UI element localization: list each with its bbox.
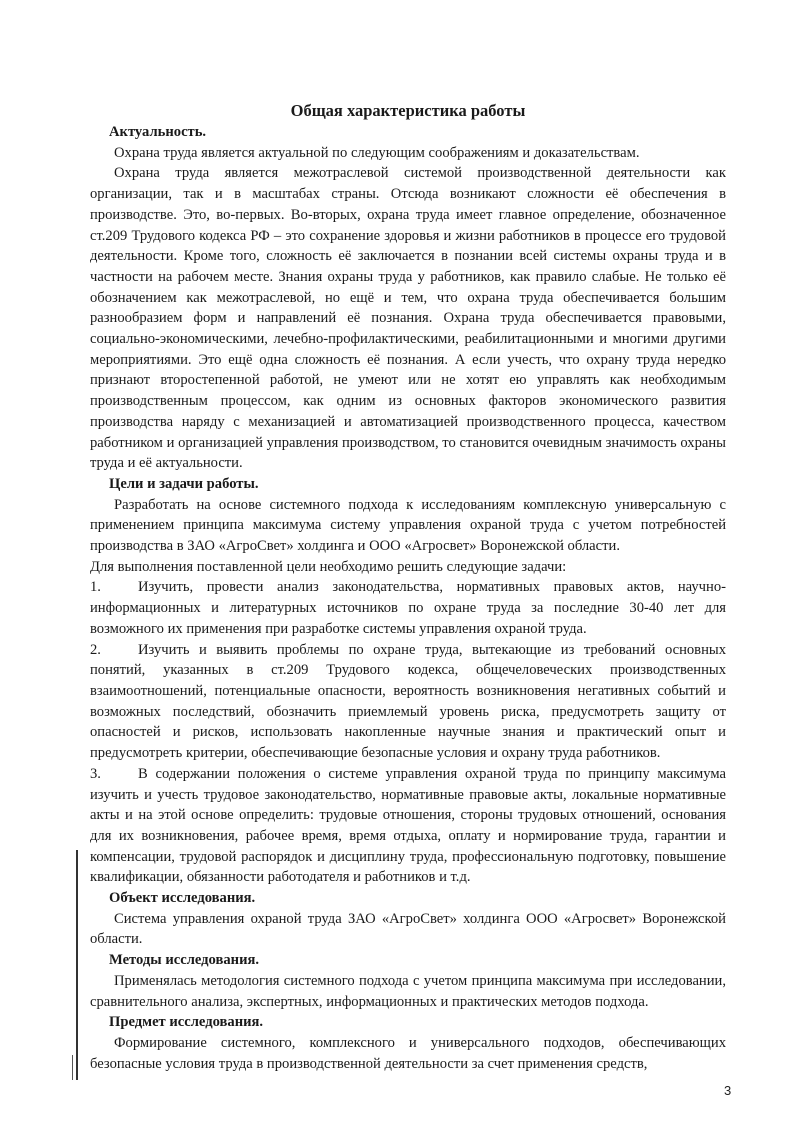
scan-margin-line [76,850,78,1080]
document-body [90,100,726,1074]
tasks-intro: Для выполнения поставленной цели необходимо решить следующие задачи: [90,558,567,575]
subject-heading: Предмет исследования. [109,1014,264,1031]
methods-heading: Методы исследования. [109,952,260,969]
task-item-2 [90,640,726,764]
goals-heading: Цели и задачи работы. [109,475,259,492]
page-number: 3 [724,1083,732,1098]
task-item-3 [90,764,726,888]
task-text: Изучить, провести анализ законодательства, нормативных правовых актов, научно-информационных и литературных источников по охране труда за последние 30-40 лет для возможного их применения при разработке системы управления охраной труда. [90,579,726,637]
page-title: Общая характеристика работы [290,101,526,120]
task-text: Изучить и выявить проблемы по охране труда, вытекающие из требований основных понятий, указанных в ст.209 Трудового кодекса, общечеловеческих производственных взаимоотношений, потенциальные опасности, вероятность возникновения негативных событий и возможных последствий, обозначить приемлемый уровень риска, предусмотреть защиту от опасностей и рисков, использовать накопленные научные знания и практический опыт и предусмотреть критерии, обеспечивающие безопасные условия и охрану труда работников. [90,641,726,762]
object-heading: Объект исследования. [109,890,256,907]
task-number: 3. [90,765,101,782]
subject-text: Формирование системного, комплексного и универсального подходов, обеспечивающих безопасные условия труда в производственной деятельности за счет применения средств, [90,1034,726,1072]
task-item-1 [90,577,726,639]
task-number: 1. [90,579,101,596]
relevance-heading: Актуальность. [109,124,207,140]
task-number: 2. [90,641,101,658]
methods-text: Применялась методология системного подхода с учетом принципа максимума при исследовании, сравнительного анализа, экспертных, информационных и практических методов подхода. [90,972,726,1010]
object-text: Система управления охраной труда ЗАО «АгроСвет» холдинга ООО «Агросвет» Воронежской области. [90,910,726,948]
task-text: В содержании положения о системе управления охраной труда по принципу максимума изучить и учесть трудовое законодательство, нормативные правовые акты, локальные нормативные акты и на этой основе определить: трудовые отношения, стороны трудовых отношений, основания для их возникновения, рабочее время, время отдыха, оплату и нормирование труда, гарантии и компенсации, трудовой распорядок и дисциплину труда, профессиональную подготовку, повышение квалификации, обязанности работодателя и работников и т.д. [90,765,726,886]
relevance-paragraph-2: Охрана труда является межотраслевой системой производственной деятельности как организации, так и в масштабах страны. Отсюда возникают сложности её обеспечения в производстве. Это, во-первых. Во-вторых, охрана труда имеет главное определение, обозначенное ст.209 Трудового кодекса РФ – это сохранение здоровья и жизни работников в процессе его трудовой деятельности. Кроме того, сложность её заключается в познании всей системы охраны труда и в частности на рабочем месте. Знания охраны труда у работников, как правило слабые. Не только её обозначением как межотраслевой, но ещё и тем, что охрана труда обеспечивается большим разнообразием форм и направлений её познания. Охрана труда обеспечивается правовыми, социально-экономическими, лечебно-профилактическими, реабилитационными и многими другими мероприятиями. Это ещё одна сложность её познания. А если учесть, что охрану труда нередко признают второстепенной работой, не умеют или не хотят ею управлять как необходимым производственным процессом, как одним из основных факторов экономического развития производства наряду с механизацией и автоматизацией производственного процесса, качеством работником и организацией управления производством, то становится очевидным значимость охраны труда и её актуальности. [90,165,726,472]
relevance-paragraph-1: Охрана труда является актуальной по следующим соображениям и доказательствам. [114,144,640,161]
goals-paragraph: Разработать на основе системного подхода к исследованиям комплексную универсальную с применением принципа максимума систему управления охраной труда с учетом потребностей производства в ЗАО «АгроСвет» холдинга и ООО «Агросвет» Воронежской области. [90,496,726,555]
scan-margin-line-lower [72,1055,73,1080]
